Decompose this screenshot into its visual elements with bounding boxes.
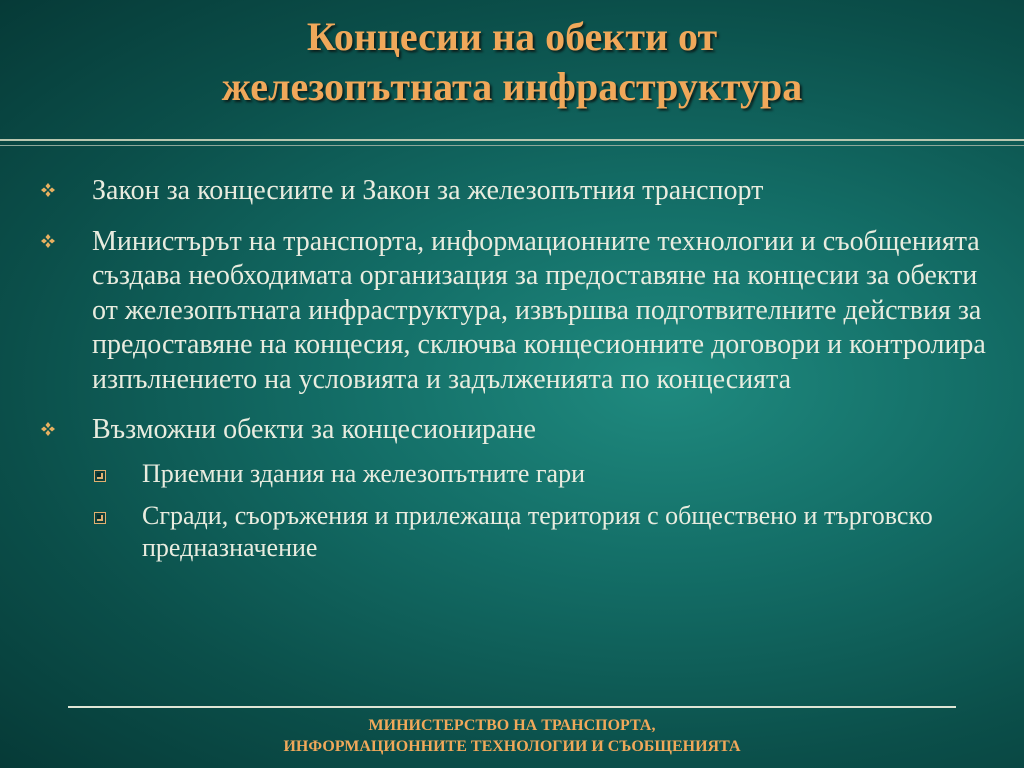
sub-bullet-item xyxy=(40,458,990,490)
footer xyxy=(0,715,1024,757)
bullet-item xyxy=(40,413,990,448)
square-bullet-icon xyxy=(94,470,106,482)
sub-bullet-text: Приемни здания на железопътните гари xyxy=(142,458,586,488)
bullet-item xyxy=(40,174,990,209)
bullet-item xyxy=(40,225,990,398)
four-diamond-bullet-icon xyxy=(40,421,56,437)
bullet-text: Министърът на транспорта, информационните технологии и съобщенията създава необходимата организация за предоставяне на концесии за обекти от железопътната инфраструктура, извършва подготвителните действия за предоставяне на концесия, сключва концесионните договори и контролира изпълнението на условията и задълженията по концесията xyxy=(92,225,986,395)
sub-bullet-item xyxy=(40,500,990,564)
slide-title-line-2: железопътната инфраструктура xyxy=(221,64,803,109)
slide-title xyxy=(0,12,1024,112)
four-diamond-bullet-icon xyxy=(40,182,56,198)
title-divider xyxy=(0,139,1024,141)
square-bullet-icon xyxy=(94,512,106,524)
slide-title-line-1: Концесии на обекти от xyxy=(306,14,718,59)
slide-body xyxy=(40,174,990,574)
sub-bullet-text: Сгради, съоръжения и прилежаща територия с обществено и търговско предназначение xyxy=(142,500,933,562)
four-diamond-bullet-icon xyxy=(40,233,56,249)
bullet-text: Възможни обекти за концесиониране xyxy=(92,414,536,445)
footer-divider xyxy=(68,706,956,708)
title-divider-thin xyxy=(0,145,1024,146)
footer-line-1: МИНИСТЕРСТВО НА ТРАНСПОРТА, xyxy=(368,717,656,734)
bullet-text: Закон за концесиите и Закон за железопътния транспорт xyxy=(92,175,764,206)
footer-line-2: ИНФОРМАЦИОННИТЕ ТЕХНОЛОГИИ И СЪОБЩЕНИЯТА xyxy=(283,738,741,755)
